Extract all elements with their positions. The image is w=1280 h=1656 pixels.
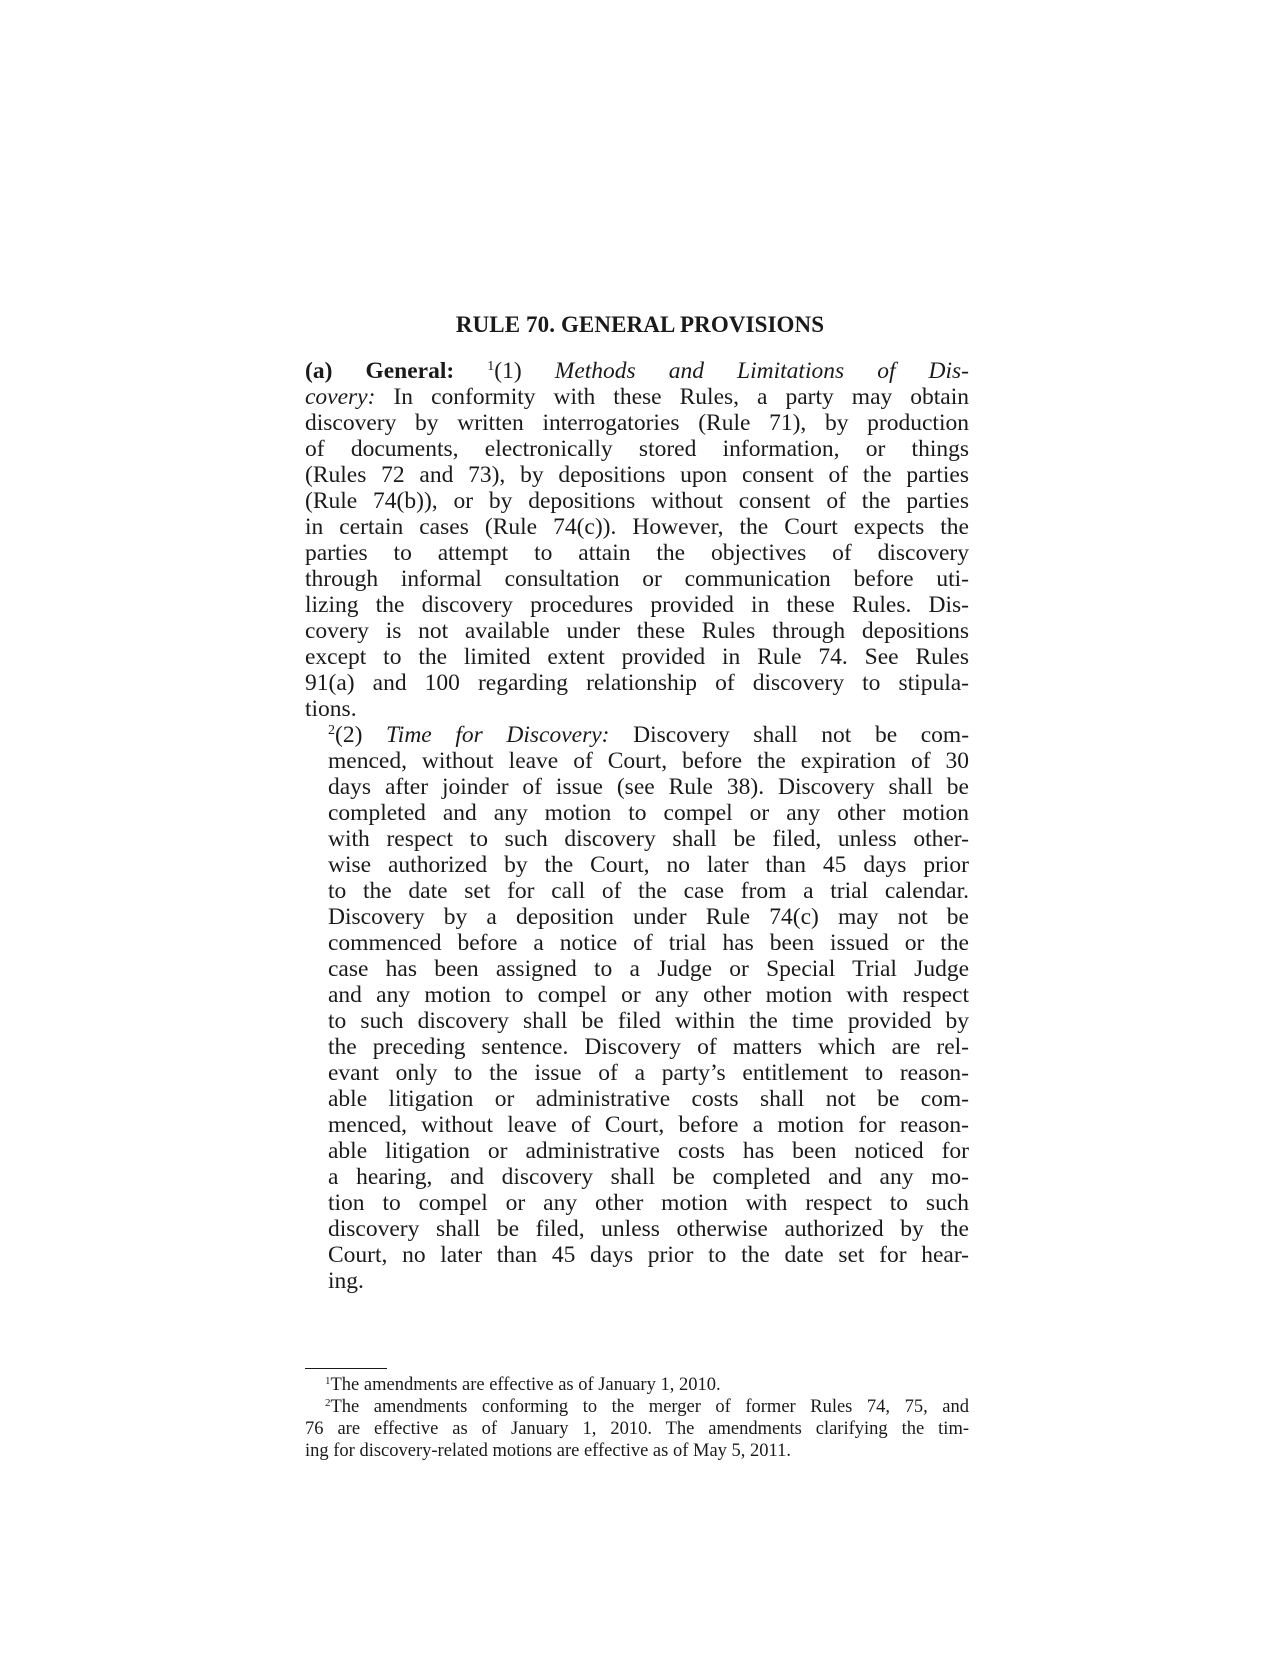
paragraph-line: in certain cases (Rule 74(c)). However, the Court expects the [305,514,969,540]
paragraph-line: ing. [328,1268,364,1294]
paragraph-2-heading-line: $^2$(2) Time for Discovery: Discovery shall not be com- [328,722,970,748]
paragraph-line: tions. [305,696,357,722]
paragraph-line: evant only to the issue of a party’s entitlement to reason- [328,1060,969,1086]
paragraph-line: able litigation or administrative costs has been noticed for [328,1138,969,1164]
subheading-methods-end: covery: [305,384,376,410]
paragraph-line: of documents, electronically stored information, or things [305,436,969,462]
footnote-divider [305,1368,387,1369]
paragraph-1-heading-line [305,358,969,385]
paragraph-line: (Rule 74(b)), or by depositions without consent of the parties [305,488,969,514]
paragraph-line: with respect to such discovery shall be filed, unless other- [328,826,969,852]
subheading-methods: Methods and Limitations of Dis- [554,358,970,384]
paragraph-line: a hearing, and discovery shall be completed and any mo- [328,1164,969,1190]
paragraph-line: Court, no later than 45 days prior to the date set for hear- [328,1242,969,1268]
paragraph-line: menced, without leave of Court, before a motion for reason- [328,1112,969,1138]
paragraph-line: discovery shall be filed, unless otherwise authorized by the [328,1216,969,1242]
subheading-time: Time for Discovery: [386,722,610,748]
paragraph-line: and any motion to compel or any other motion with respect [328,982,969,1008]
paragraph-line: to such discovery shall be filed within the time provided by [328,1008,969,1034]
paragraph-line: Discovery by a deposition under Rule 74(c) may not be [328,904,969,930]
paragraph-line: parties to attempt to attain the objectives of discovery [305,540,969,566]
paragraph-line: wise authorized by the Court, no later than 45 days prior [328,852,969,878]
page-title: RULE 70. GENERAL PROVISIONS [455,312,825,337]
footnote-ref-1[interactable]: $^1$(1) [487,358,522,384]
paragraph-line: covery: In conformity with these Rules, a party may obtain [305,384,969,410]
paragraph-line: commenced before a notice of trial has been issued or the [328,930,969,956]
paragraph-line: except to the limited extent provided in Rule 74. See Rules [305,644,969,670]
paragraph-line: tion to compel or any other motion with respect to such [328,1190,969,1216]
paragraph-line: lizing the discovery procedures provided in these Rules. Dis- [305,592,969,618]
footnote-2-line: 76 are effective as of January 1, 2010. The amendments clarifying the tim- [305,1419,969,1439]
section-label: (a) [305,358,333,384]
paragraph-line: discovery by written interrogatories (Rule 71), by production [305,410,969,436]
paragraph-line: to the date set for call of the case from a trial calendar. [328,878,969,904]
paragraph-line: through informal consultation or communication before uti- [305,566,969,592]
footnote-ref-2[interactable]: $^2$(2) [328,722,363,748]
footnote-mark-2: 2 [325,1397,331,1409]
paragraph-line: menced, without leave of Court, before the expiration of 30 [328,748,969,774]
paragraph-line: covery is not available under these Rules through depositions [305,618,969,644]
paragraph-line: days after joinder of issue (see Rule 38). Discovery shall be [328,774,969,800]
paragraph-line: the preceding sentence. Discovery of matters which are rel- [328,1034,969,1060]
footnote-mark-1: 1 [325,1375,331,1387]
footnote-2-line: ing for discovery-related motions are effective as of May 5, 2011. [305,1441,791,1461]
paragraph-line: 91(a) and 100 regarding relationship of discovery to stipula- [305,670,969,696]
paragraph-line: (Rules 72 and 73), by depositions upon consent of the parties [305,462,969,488]
paragraph-line: completed and any motion to compel or any other motion [328,800,969,826]
paragraph-line: case has been assigned to a Judge or Special Trial Judge [328,956,969,982]
footnote-2: $^2$The amendments conforming to the merger of former Rules 74, 75, and [325,1397,969,1417]
paragraph-line: able litigation or administrative costs shall not be com- [328,1086,969,1112]
section-heading: General: [365,358,455,384]
footnote-1: $^1$The amendments are effective as of January 1, 2010. [325,1375,721,1395]
